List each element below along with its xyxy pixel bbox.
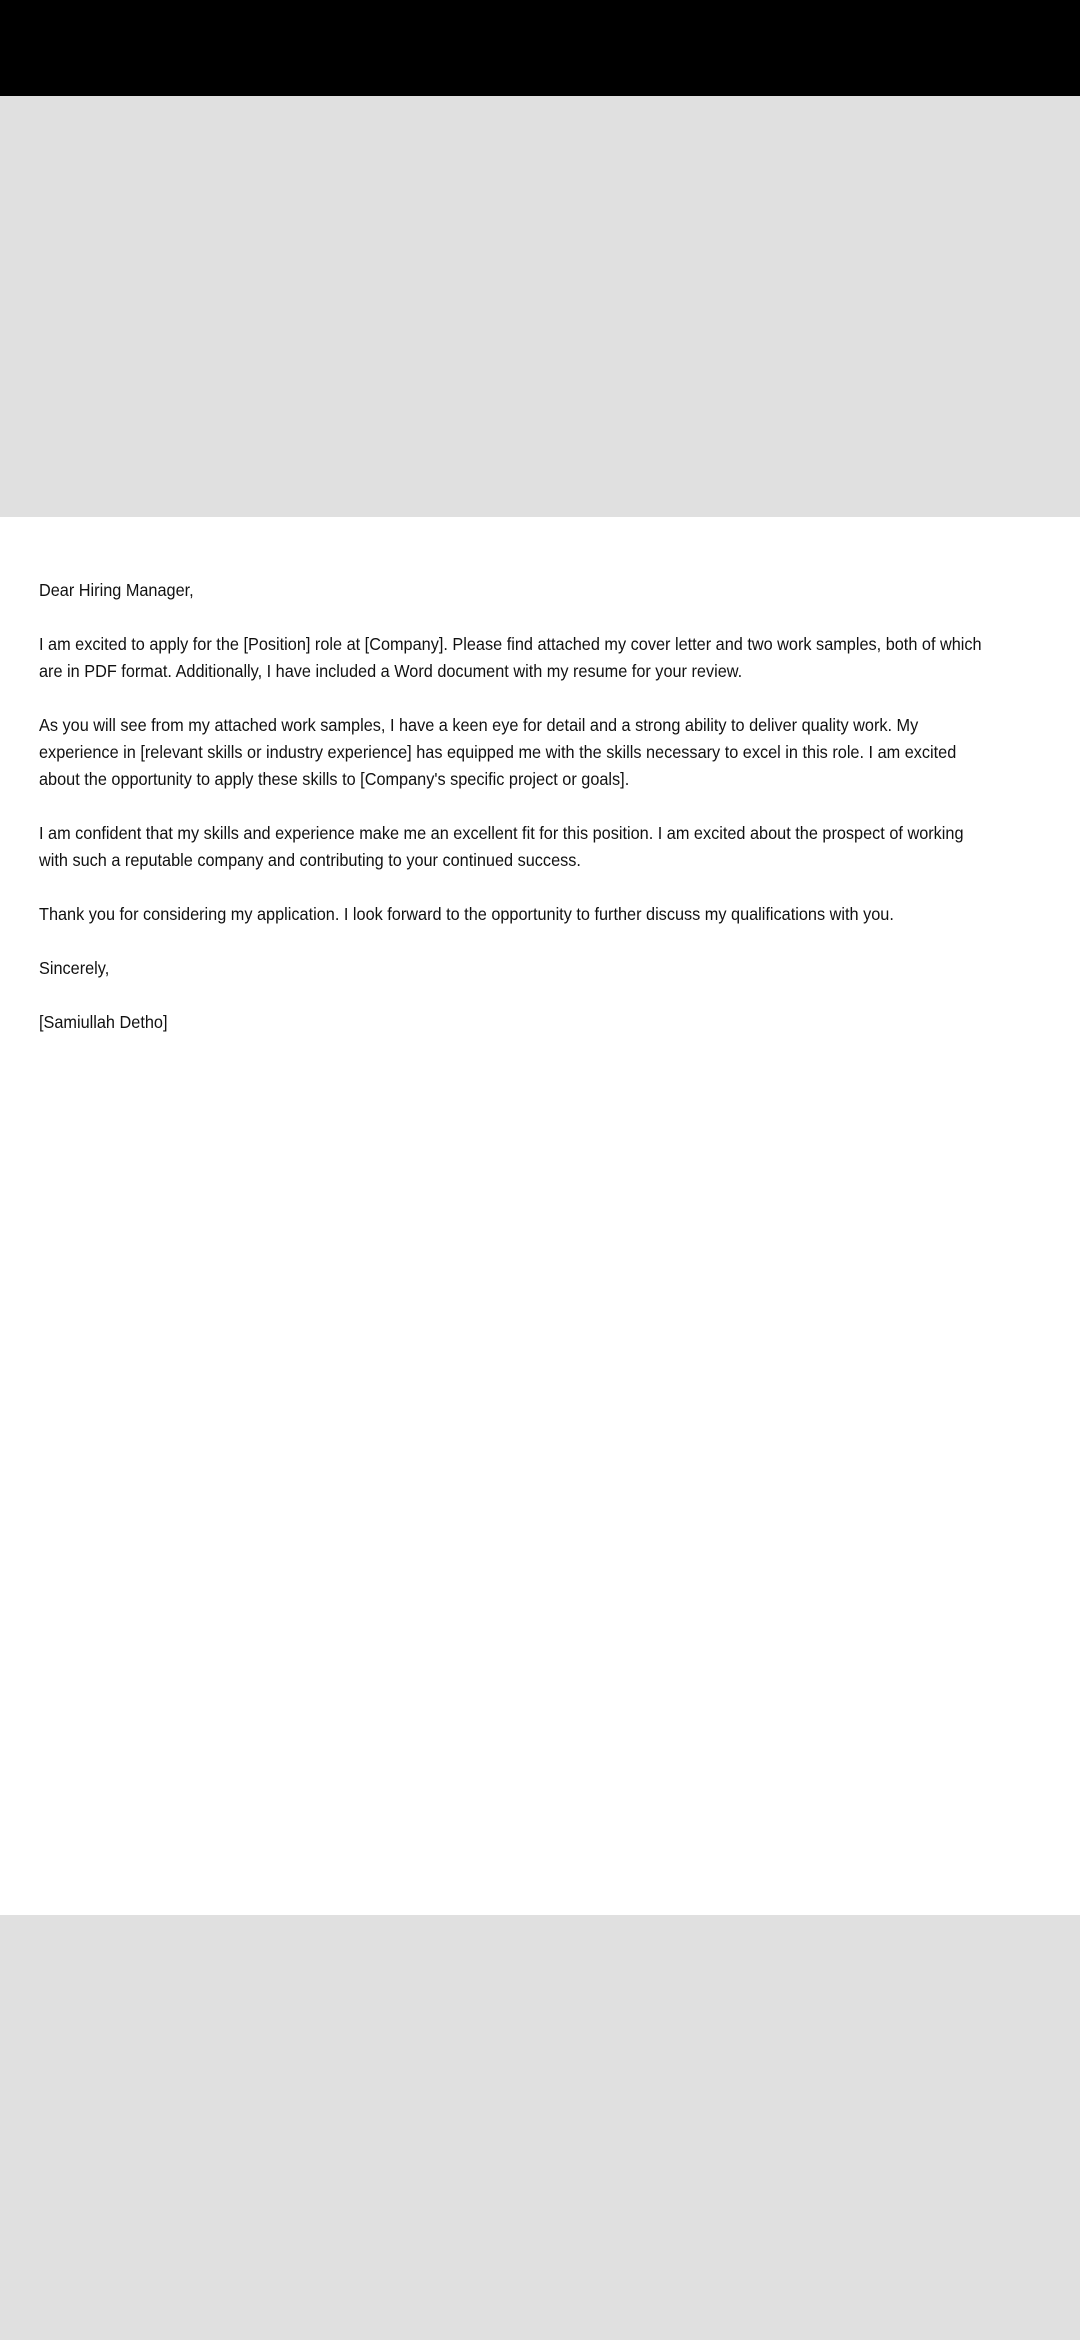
- status-bar: [0, 0, 1080, 96]
- letter-closing: Sincerely,: [39, 958, 110, 978]
- letter-body: [39, 577, 984, 1063]
- bottom-backdrop: [0, 1915, 1080, 2340]
- letter-signature: [Samiullah Detho]: [39, 1012, 168, 1032]
- letter-paragraph: I am excited to apply for the [Position] role at [Company]. Please find attached my cover letter and two work samples, both of which are in PDF format. Additionally, I have included a Word document with my resume for your review.: [39, 634, 982, 681]
- letter-paragraph: I am confident that my skills and experience make me an excellent fit for this position. I am excited about the prospect of working with such a reputable company and contributing to your continued success.: [39, 823, 964, 870]
- document-page[interactable]: [0, 517, 1080, 1915]
- letter-paragraph: Thank you for considering my application. I look forward to the opportunity to further discuss my qualifications with you.: [39, 904, 894, 924]
- letter-greeting: Dear Hiring Manager,: [39, 580, 194, 600]
- top-backdrop: [0, 96, 1080, 517]
- letter-paragraph: As you will see from my attached work samples, I have a keen eye for detail and a strong ability to deliver quality work. My experience in [relevant skills or industry experience] has equipped me with the skills necessary to excel in this role. I am excited about the opportunity to apply these skills to [Company's specific project or goals].: [39, 715, 957, 789]
